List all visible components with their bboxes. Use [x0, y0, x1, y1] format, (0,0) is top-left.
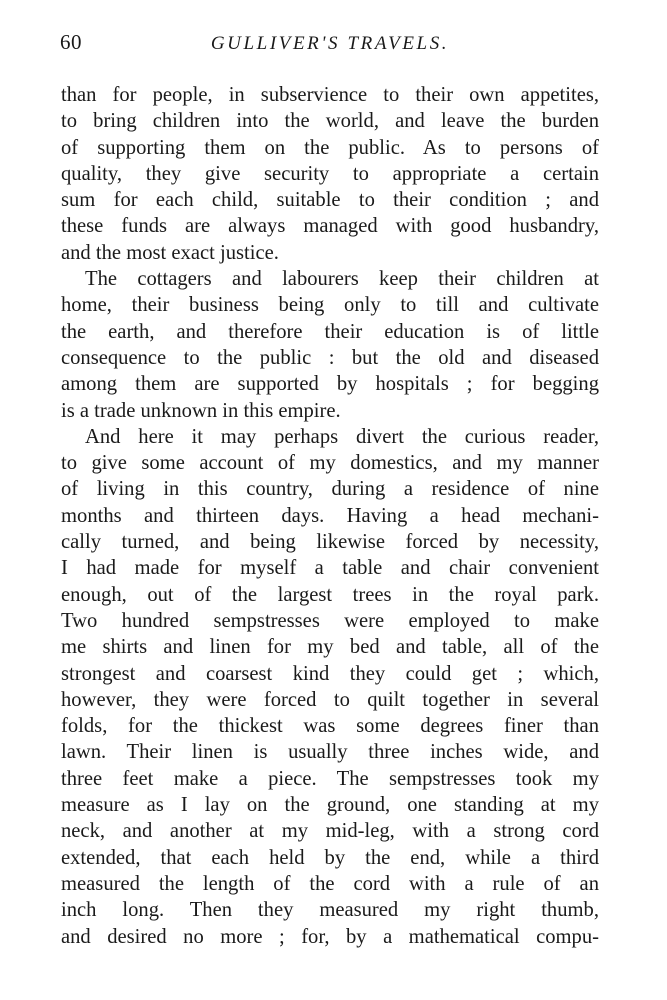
running-header	[60, 30, 600, 60]
text-line: enough, out of the largest trees in the royal park.	[61, 583, 599, 606]
text-line: months and thirteen days. Having a head mechani-	[61, 504, 599, 527]
paragraph-first-line: And here it may perhaps divert the curious reader,	[85, 425, 599, 448]
text-line: folds, for the thickest was some degrees finer than	[61, 715, 599, 738]
text-line: home, their business being only to till and cultivate	[61, 294, 599, 317]
text-line: the earth, and therefore their education is of little	[61, 320, 599, 343]
running-title: GULLIVER'S TRAVELS.	[210, 33, 450, 54]
text-line: however, they were forced to quilt together in several	[61, 688, 599, 711]
text-line: among them are supported by hospitals ; for begging	[61, 373, 599, 396]
text-line: three feet make a piece. The sempstresses took my	[61, 767, 599, 790]
text-line: is a trade unknown in this empire.	[61, 399, 341, 422]
text-line: to give some account of my domestics, and my manner	[61, 452, 599, 475]
text-line: I had made for myself a table and chair convenient	[61, 557, 599, 580]
text-line: measure as I lay on the ground, one standing at my	[61, 794, 599, 817]
text-line: lawn. Their linen is usually three inches wide, and	[61, 741, 599, 764]
text-line: sum for each child, suitable to their condition ; and	[61, 189, 599, 212]
text-line: of living in this country, during a residence of nine	[61, 478, 599, 501]
text-line: inch long. Then they measured my right thumb,	[61, 899, 599, 922]
text-line: consequence to the public : but the old and diseased	[61, 346, 599, 369]
page-number: 60	[60, 30, 82, 54]
text-line: me shirts and linen for my bed and table, all of the	[61, 636, 599, 659]
text-line: to bring children into the world, and leave the burden	[61, 110, 599, 133]
text-line: than for people, in subservience to their own appetites,	[61, 84, 599, 106]
text-line: and desired no more ; for, by a mathematical compu-	[61, 925, 599, 948]
text-line: measured the length of the cord with a rule of an	[61, 872, 599, 895]
text-line: these funds are always managed with good husbandry,	[61, 215, 599, 238]
body-text	[61, 82, 599, 950]
text-line: of supporting them on the public. As to persons of	[61, 136, 599, 159]
text-line: strongest and coarsest kind they could get ; which,	[61, 662, 599, 685]
text-line: cally turned, and being likewise forced by necessity,	[61, 531, 599, 554]
text-line: quality, they give security to appropriate a certain	[61, 162, 599, 185]
text-line: and the most exact justice.	[61, 241, 279, 264]
text-line: Two hundred sempstresses were employed to make	[61, 609, 599, 632]
text-line: extended, that each held by the end, while a third	[61, 846, 599, 869]
text-line: neck, and another at my mid-leg, with a strong cord	[61, 820, 599, 843]
paragraph-first-line: The cottagers and labourers keep their children at	[85, 268, 599, 291]
